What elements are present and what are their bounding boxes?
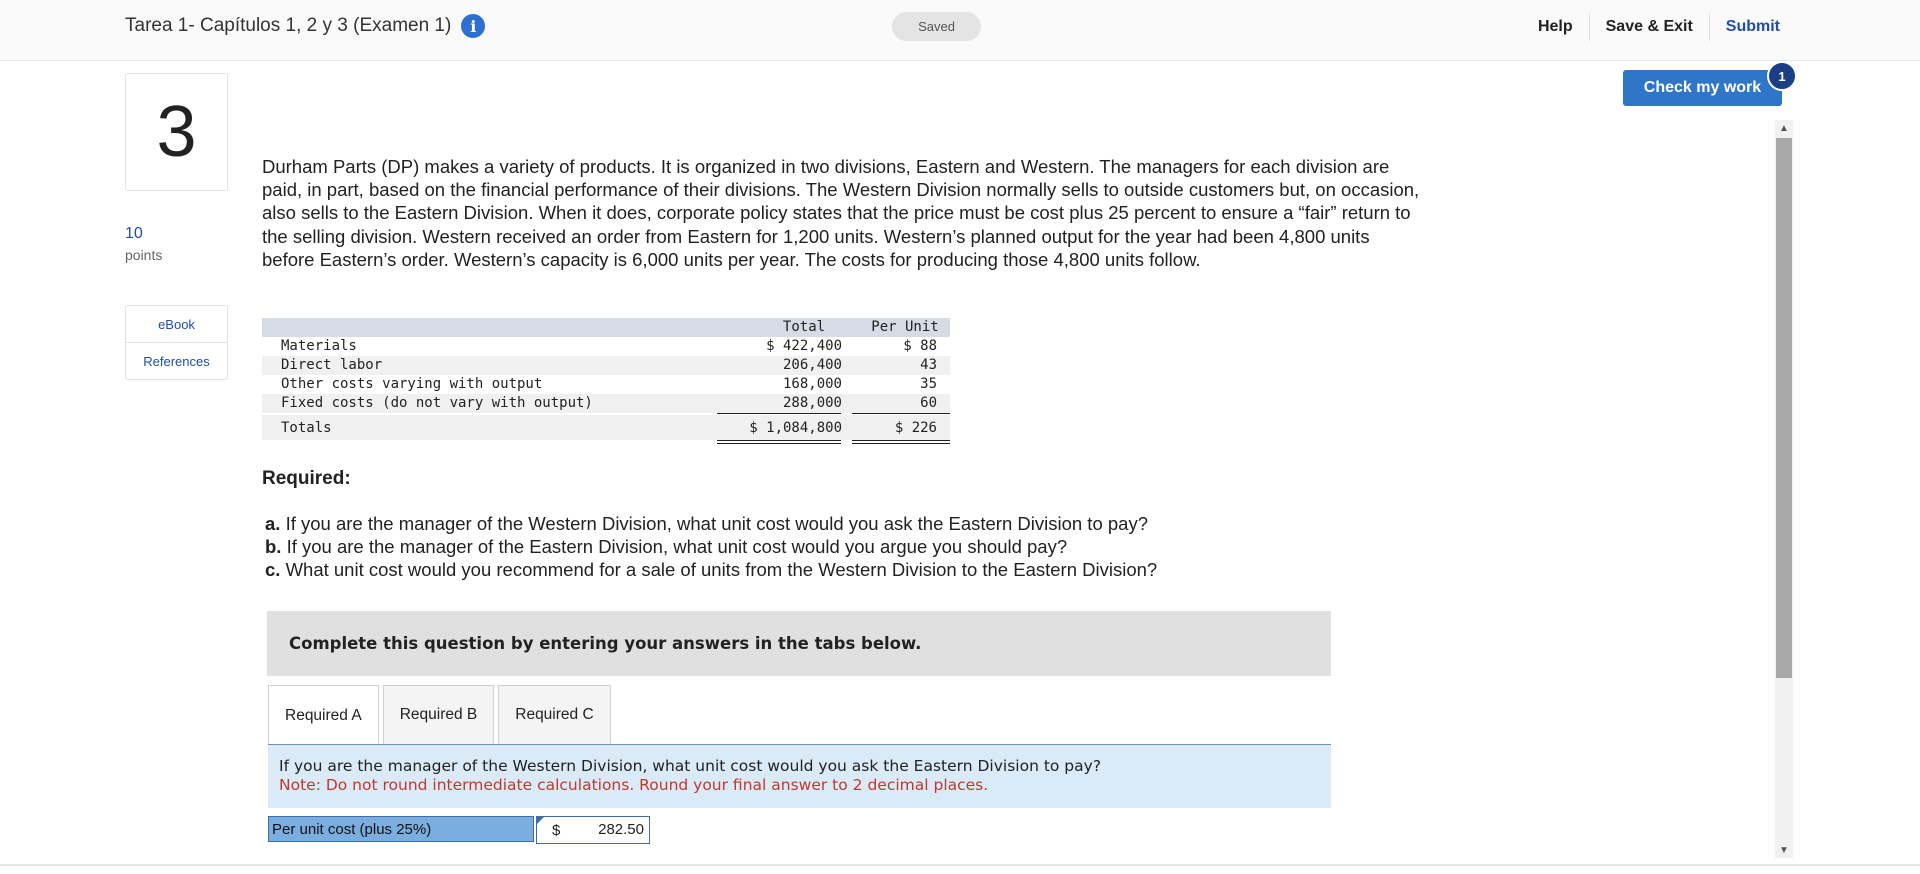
required-text: What unit cost would you recommend for a sale of units from the Western Division to the Eastern Division? [285, 559, 1158, 581]
table-row [262, 337, 950, 356]
row-total: 168,000 [782, 376, 842, 392]
saved-status-badge: Saved [892, 12, 981, 41]
complete-banner-text: Complete this question by entering your answers in the tabs below. [289, 634, 922, 653]
header-total: Total [782, 319, 826, 335]
required-list [265, 512, 1157, 582]
tab-instruction-box [268, 745, 1331, 808]
row-total: 206,400 [782, 357, 842, 373]
required-letter: c. [265, 559, 281, 581]
top-bar [0, 0, 1920, 61]
total-double-rule [717, 440, 841, 441]
scroll-up-arrow-icon[interactable]: ▲ [1779, 122, 1789, 134]
ebook-button[interactable]: eBook [158, 316, 195, 332]
table-row [262, 375, 950, 394]
required-letter: b. [265, 536, 282, 558]
row-per-unit: 35 [920, 376, 937, 392]
table-row [262, 356, 950, 375]
row-total: 288,000 [782, 395, 842, 411]
top-actions [1522, 0, 1920, 54]
total-double-rule [717, 443, 841, 444]
check-my-work-button[interactable]: Check my work [1623, 70, 1782, 106]
bottom-divider [0, 864, 1920, 866]
subtotal-rule [852, 413, 950, 414]
rounding-note: Note: Do not round intermediate calculations. Round your final answer to 2 decimal places. [279, 776, 989, 794]
total-double-rule [852, 440, 950, 441]
save-exit-link[interactable]: Save & Exit [1590, 13, 1710, 41]
complete-instructions-banner [267, 611, 1331, 676]
required-text: If you are the manager of the Eastern Division, what unit cost would you argue you should pay? [286, 536, 1068, 558]
points-indicator [125, 225, 162, 263]
problem-text: Durham Parts (DP) makes a variety of products. It is organized in two divisions, Eastern and Western. The managers for each division are paid, in part, based on the financial performance of their divisions. The Western Division normally sells to outside customers but, on occasion, also sells to the Eastern Division. When it does, corporate policy states that the price must be cost plus 25 percent to ensure a “fair” return to the selling division. Western received an order from Eastern for 1,200 units. Western’s planned output for the year had been 4,800 units before Eastern’s order. Western’s capacity is 6,000 units per year. The costs for producing those 4,800 units follow. [262, 156, 1420, 270]
help-link[interactable]: Help [1522, 13, 1590, 41]
references-button[interactable]: References [126, 342, 227, 379]
subtotal-rule [717, 413, 841, 414]
totals-row [262, 415, 950, 440]
tab-required-b[interactable]: Required B [383, 685, 495, 744]
header-per-unit: Per Unit [871, 319, 939, 335]
row-label: Fixed costs (do not vary with output) [281, 395, 593, 411]
per-unit-cost-input[interactable] [536, 816, 650, 844]
row-label: Direct labor [281, 357, 383, 373]
answer-row [268, 816, 650, 844]
resource-buttons [125, 305, 228, 380]
required-text: If you are the manager of the Western Division, what unit cost would you ask the Eastern Division to pay? [285, 513, 1148, 534]
totals-total: $ 1,084,800 [749, 420, 842, 436]
row-total: $ 422,400 [766, 338, 842, 354]
tab-required-a[interactable]: Required A [268, 685, 379, 746]
answer-label: Per unit cost (plus 25%) [268, 816, 534, 842]
points-label: points [125, 247, 163, 263]
totals-label: Totals [281, 420, 332, 436]
submit-link[interactable]: Submit [1725, 18, 1780, 35]
required-item-b [265, 535, 1157, 558]
required-item-c [265, 558, 1157, 581]
check-count-badge: 1 [1767, 61, 1797, 91]
scroll-thumb[interactable] [1776, 138, 1792, 678]
total-double-rule [852, 443, 950, 444]
scroll-down-arrow-icon[interactable]: ▼ [1779, 844, 1789, 856]
required-tabs [268, 685, 611, 745]
answer-value[interactable]: 282.50 [598, 821, 644, 838]
row-label: Other costs varying with output [281, 376, 543, 392]
tab-required-c[interactable]: Required C [498, 685, 610, 744]
required-item-a [265, 512, 1157, 535]
question-content [262, 155, 1422, 271]
required-letter: a. [265, 513, 281, 534]
scrollbar[interactable] [1775, 120, 1793, 858]
info-icon[interactable]: i [461, 14, 485, 38]
totals-per-unit: $ 226 [894, 420, 937, 436]
input-corner-marker [537, 817, 544, 824]
row-per-unit: 60 [920, 395, 937, 411]
row-per-unit: $ 88 [903, 338, 937, 354]
row-label: Materials [281, 338, 357, 354]
currency-symbol: $ [552, 821, 561, 839]
cost-table-header [262, 318, 950, 337]
question-number: 3 [125, 73, 228, 191]
assignment-title-text: Tarea 1- Capítulos 1, 2 y 3 (Examen 1) [125, 15, 452, 36]
assignment-title [125, 14, 485, 38]
tab-question-text: If you are the manager of the Western Division, what unit cost would you ask the Eastern Division to pay? [279, 757, 1102, 775]
points-value: 10 [125, 225, 143, 242]
required-heading: Required: [262, 468, 351, 489]
row-per-unit: 43 [920, 357, 937, 373]
table-row [262, 394, 950, 413]
